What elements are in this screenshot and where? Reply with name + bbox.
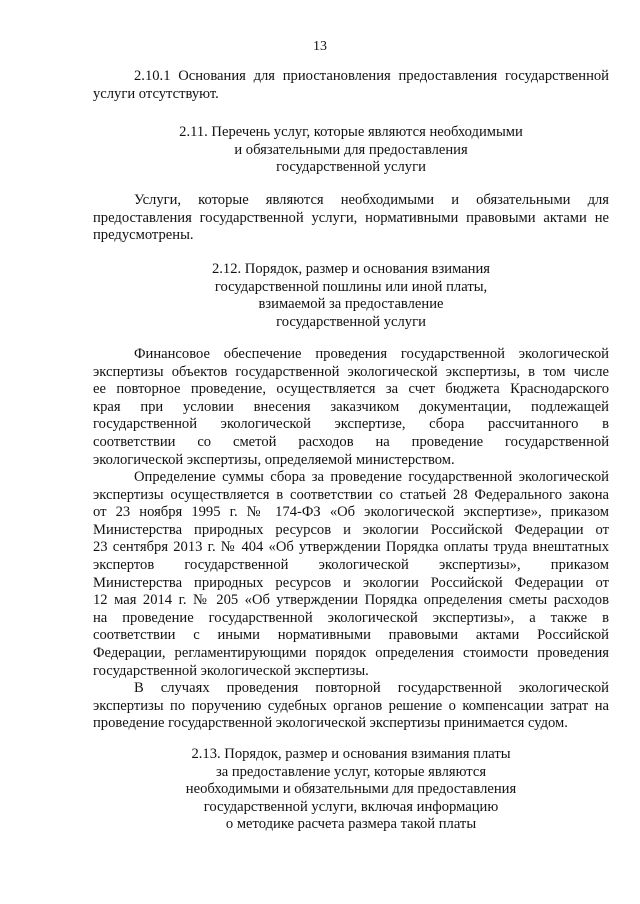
section-heading-2-11 — [93, 124, 609, 177]
text-line: экспертизы осуществляется в соответствии со статьей 28 Федерального закона — [93, 486, 609, 503]
text-line: края при условии внесения заказчиком документации, подлежащей — [93, 398, 609, 415]
text-line: государственной экологической экспертизе, сбора рассчитанного в — [93, 416, 609, 433]
text-line: на проведение государственной экологической экспертизы», а также в — [93, 609, 609, 626]
text-line: В случаях проведения повторной государственной экологической — [134, 680, 609, 696]
text-line: экспертов государственной экологической экспертизы», приказом — [93, 556, 609, 573]
page-number: 13 — [313, 39, 327, 54]
paragraph-2-12-court-cases — [93, 680, 609, 733]
heading-line: необходимыми и обязательными для предоставления — [185, 781, 517, 798]
heading-line: государственной пошлины или иной платы, — [214, 278, 488, 295]
text-line: Услуги, которые являются необходимыми и обязательными для — [134, 192, 609, 208]
text-line: ее повторное проведение, осуществляется за счет бюджета Краснодарского — [93, 381, 609, 398]
heading-line: о методике расчета размера такой платы — [225, 816, 477, 833]
text-line: Министерства природных ресурсов и экологии Российской Федерации от — [93, 521, 609, 538]
text-line: Министерства природных ресурсов и экологии Российской Федерации от — [93, 574, 609, 591]
heading-line: 2.13. Порядок, размер и основания взимания платы — [191, 746, 511, 762]
text-line: экспертизы объектов государственной экологической экспертизы, в том числе — [93, 363, 609, 380]
text-line: экспертизы по поручению судебных органов решение о компенсации затрат на — [93, 697, 609, 714]
text-line: предоставления государственной услуги, нормативными правовыми актами не — [93, 209, 609, 226]
heading-line: государственной услуги, включая информацию — [203, 798, 499, 815]
text-line: проведение государственной экологической экспертизы принимается судом. — [93, 715, 568, 732]
text-line: экологической экспертизы, определяемой министерством. — [93, 451, 455, 468]
heading-line: и обязательными для предоставления — [234, 141, 468, 158]
heading-line: взимаемой за предоставление — [258, 296, 444, 313]
section-heading-2-12 — [93, 261, 609, 331]
text-line: от 23 ноября 1995 г. № 174-ФЗ «Об экологической экспертизе», приказом — [93, 504, 609, 521]
heading-line: за предоставление услуг, которые являются — [215, 763, 487, 780]
text-line: Финансовое обеспечение проведения государственной экологической — [134, 346, 609, 362]
text-line: 23 сентября 2013 г. № 404 «Об утверждении Порядка оплаты труда внештатных — [93, 539, 609, 556]
text-line: 12 мая 2014 г. № 205 «Об утверждении Порядка определения сметы расходов — [93, 592, 609, 609]
text-line: Определение суммы сбора за проведение государственной экологической — [134, 469, 609, 485]
paragraph-2-11 — [93, 192, 609, 245]
heading-line: государственной услуги — [276, 313, 426, 330]
paragraph-2-10-1 — [93, 68, 609, 103]
text-line: Федерации, регламентирующими порядок определения стоимости проведения — [93, 644, 609, 661]
paragraph-2-12-financing — [93, 346, 609, 469]
text-line: государственной экологической экспертизы. — [93, 662, 369, 679]
section-heading-2-13 — [93, 746, 609, 834]
text-line: соответствии с иными нормативными правовыми актами Российской — [93, 627, 609, 644]
heading-line: государственной услуги — [276, 159, 426, 176]
heading-line: 2.12. Порядок, размер и основания взимания — [211, 261, 491, 277]
text-line: услуги отсутствуют. — [93, 85, 219, 102]
text-line: предусмотрены. — [93, 227, 194, 244]
paragraph-2-12-fee-calculation — [93, 469, 609, 680]
heading-line: 2.11. Перечень услуг, которые являются необходимыми — [179, 124, 523, 140]
text-line: соответствии со сметой расходов на проведение государственной — [93, 433, 609, 450]
text-line: 2.10.1 Основания для приостановления предоставления государственной — [134, 68, 609, 84]
